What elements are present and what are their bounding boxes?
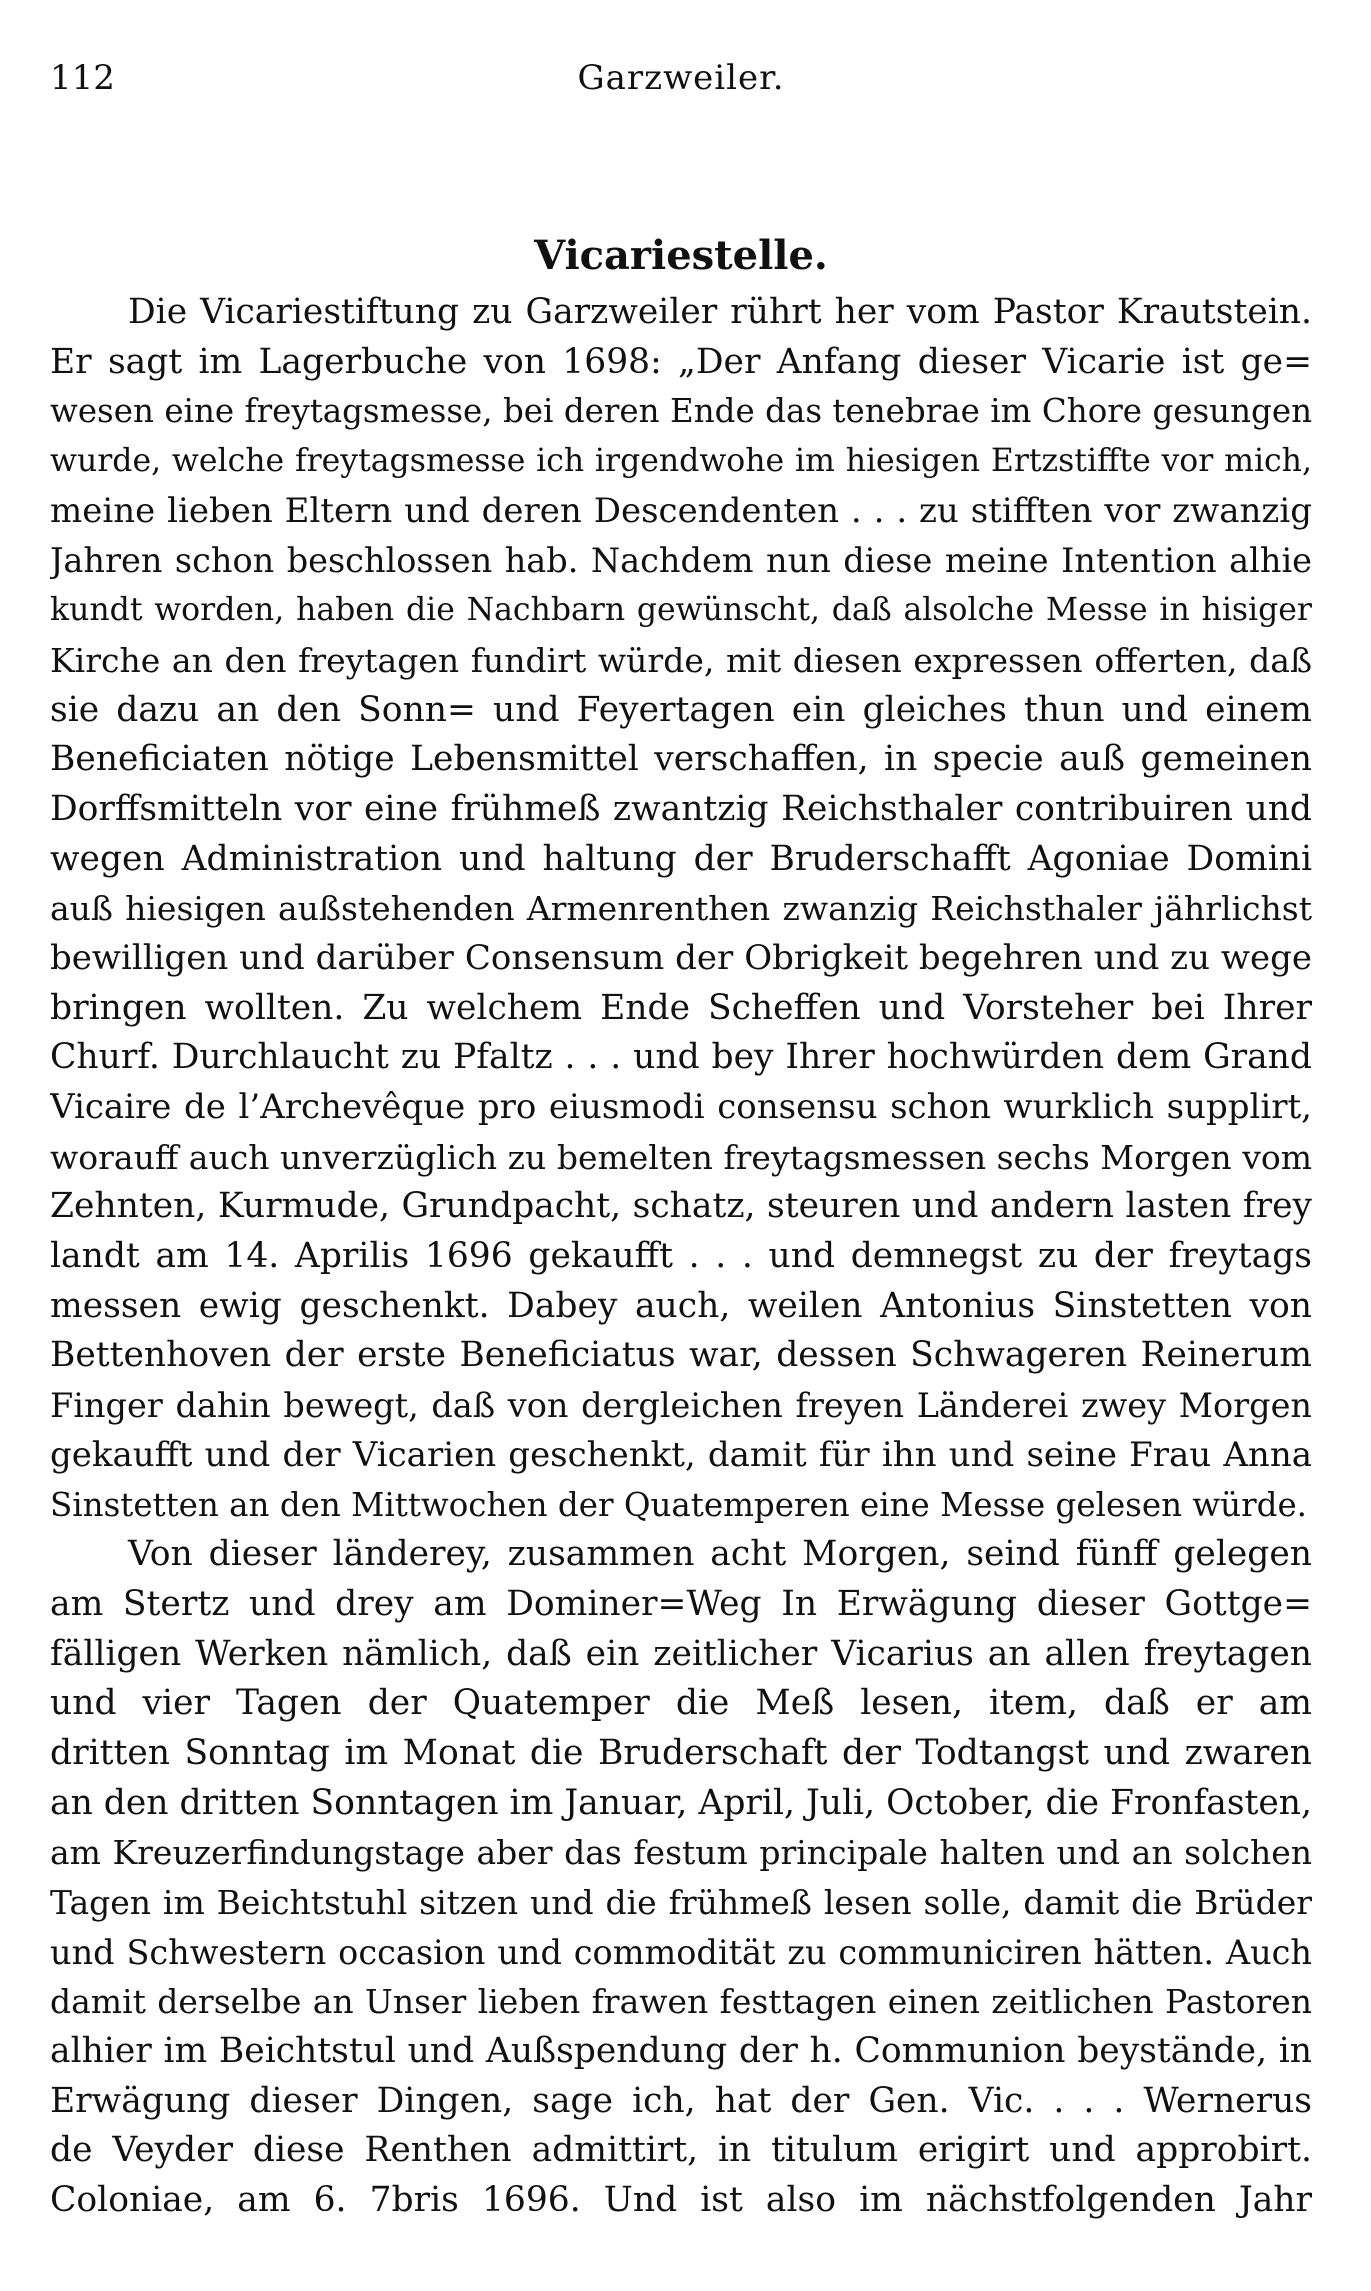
text-line: sie dazu an den Sonn= und Feyertagen ein gleiches thun und einem xyxy=(50,689,1312,730)
text-line: Vicaire de l’Archevêque pro eiusmodi consensu schon wurklich supplirt, xyxy=(50,1087,1312,1127)
text-line: messen ewig geschenkt. Dabey auch, weilen Antonius Sinstetten von xyxy=(50,1285,1312,1326)
text-line: und vier Tagen der Quatemper die Meß lesen, item, daß er am xyxy=(50,1683,1312,1724)
text-line: dritten Sonntag im Monat die Bruderschaft der Todtangst und zwaren xyxy=(50,1732,1312,1773)
page-header xyxy=(50,58,1312,106)
running-title: Garzweiler. xyxy=(577,58,785,98)
text-line: auß hiesigen außstehenden Armenrenthen zwanzig Reichsthaler jährlichst xyxy=(50,889,1312,929)
text-line: Kirche an den freytagen fundirt würde, mit diesen expressen offerten, daß xyxy=(50,640,1312,680)
page-number: 112 xyxy=(50,58,115,98)
text-line: Dorffsmitteln vor eine frühmeß zwantzig Reichsthaler contribuiren und xyxy=(50,788,1312,829)
text-line: am Stertz und drey am Dominer=Weg In Erwägung dieser Gottge= xyxy=(50,1583,1312,1624)
text-line: landt am 14. Aprilis 1696 gekaufft . . . und demnegst zu der freytags xyxy=(50,1236,1312,1277)
page xyxy=(50,58,1312,2226)
text-line: de Veyder diese Renthen admittirt, in titulum erigirt und approbirt. xyxy=(50,2130,1312,2171)
text-line: Sinstetten an den Mittwochen der Quatemperen eine Messe gelesen würde. xyxy=(50,1485,1308,1524)
text-line: an den dritten Sonntagen im Januar, April, Juli, October, die Fronfasten, xyxy=(50,1782,1312,1823)
text-line: Die Vicariestiftung zu Garzweiler rührt her vom Pastor Krautstein. xyxy=(128,292,1312,332)
text-line: fälligen Werken nämlich, daß ein zeitlicher Vicarius an allen freytagen xyxy=(50,1633,1312,1674)
text-line: worauff auch unverzüglich zu bemelten freytagsmessen sechs Morgen vom xyxy=(50,1137,1312,1177)
text-line: Jahren schon beschlossen hab. Nachdem nun diese meine Intention alhie xyxy=(50,541,1312,581)
body-text xyxy=(50,288,1312,2226)
text-line: gekaufft und der Vicarien geschenkt, damit für ihn und seine Frau Anna xyxy=(50,1434,1312,1475)
text-line: wesen eine freytagsmesse, bei deren Ende das tenebrae im Chore gesungen xyxy=(50,392,1312,431)
text-line: bewilligen und darüber Consensum der Obrigkeit begehren und zu wege xyxy=(50,937,1312,978)
text-line: Von dieser länderey, zusammen acht Morgen, seind fünff gelegen xyxy=(128,1534,1312,1575)
text-line: damit derselbe an Unser lieben frawen festtagen einen zeitlichen Pastoren xyxy=(50,1982,1312,2022)
text-line: Finger dahin bewegt, daß von dergleichen freyen Länderei zwey Morgen xyxy=(50,1386,1312,1426)
section-title: Vicariestelle. xyxy=(534,232,828,279)
text-line: Tagen im Beichtstuhl sitzen und die frühmeß lesen solle, damit die Brüder xyxy=(50,1883,1312,1922)
text-line: wurde, welche freytagsmesse ich irgendwohe im hiesigen Ertzstiffte vor mich, xyxy=(50,443,1312,480)
text-line: Beneficiaten nötige Lebensmittel verschaffen, in specie auß gemeinen xyxy=(50,739,1312,780)
text-line: Er sagt im Lagerbuche von 1698: „Der Anfang dieser Vicarie ist ge= xyxy=(50,341,1312,382)
text-line: kundt worden, haben die Nachbarn gewünscht, daß alsolche Messe in hisiger xyxy=(50,592,1312,629)
text-line: Erwägung dieser Dingen, sage ich, hat der Gen. Vic. . . . Wernerus xyxy=(50,2080,1312,2121)
text-line: Bettenhoven der erste Beneficiatus war, dessen Schwageren Reinerum xyxy=(50,1335,1312,1376)
text-line: Coloniae, am 6. 7bris 1696. Und ist also im nächstfolgenden Jahr xyxy=(50,2180,1312,2221)
text-line: alhier im Beichtstul und Außspendung der h. Communion beystände, in xyxy=(50,2031,1312,2072)
text-line: wegen Administration und haltung der Bruderschafft Agoniae Domini xyxy=(50,838,1312,879)
text-line: am Kreuzerfindungstage aber das festum principale halten und an solchen xyxy=(50,1833,1312,1873)
text-line: meine lieben Eltern und deren Descendenten . . . zu stifften vor zwanzig xyxy=(50,490,1312,531)
text-line: Zehnten, Kurmude, Grundpacht, schatz, steuren und andern lasten frey xyxy=(50,1186,1312,1227)
text-line: bringen wollten. Zu welchem Ende Scheffen und Vorsteher bei Ihrer xyxy=(50,987,1312,1028)
text-line: und Schwestern occasion und commodität zu communiciren hätten. Auch xyxy=(50,1932,1312,1972)
text-line: Churf. Durchlaucht zu Pfaltz . . . und bey Ihrer hochwürden dem Grand xyxy=(50,1037,1312,1078)
